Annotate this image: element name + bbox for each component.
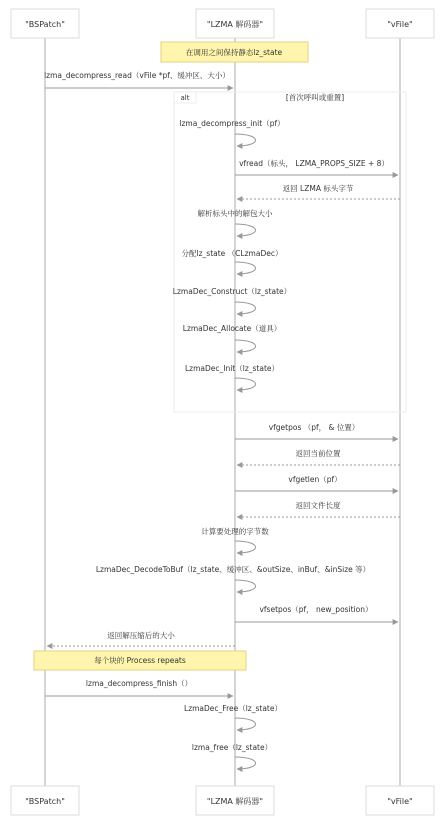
message-label: 返回文件长度 (295, 501, 341, 510)
message-label: LzmaDec_Init（lz_state） (184, 364, 280, 373)
message-label: lzma_decompress_read（vFile *pf、缓冲区、大小） (44, 71, 230, 80)
self-message-arrow (235, 224, 256, 236)
message-label: 分配lz_state （CLzmaDec） (181, 249, 283, 258)
self-message-arrow (235, 580, 256, 592)
participant-vfile-top (366, 9, 434, 38)
message-label: LzmaDec_Free（lz_state） (184, 704, 282, 713)
note-text: 在调用之间保持静态lz_state (185, 48, 283, 57)
participant-label: "BSPatch" (25, 20, 65, 29)
message-label: 返回解压缩后的大小 (107, 631, 175, 640)
message-label: vfgetlen（pf） (288, 475, 342, 484)
self-message-arrow (235, 262, 256, 274)
message-label: LzmaDec_DecodeToBuf（lz_state、缓冲区、&outSize、inBuf、&inSize 等） (95, 565, 371, 574)
message-label: lzma_decompress_finish（） (85, 679, 193, 688)
message-label: 返回当前位置 (295, 449, 341, 458)
message-label: LzmaDec_Allocate（道具） (182, 324, 282, 333)
self-message-arrow (235, 757, 256, 769)
message-label: lzma_free（lz_state） (191, 743, 273, 752)
self-message-arrow (235, 718, 256, 730)
message-label: 计算要处理的字节数 (201, 527, 269, 536)
self-message-arrow (235, 340, 256, 352)
participant-label: "vFile" (387, 797, 413, 806)
participant-label: "BSPatch" (25, 797, 65, 806)
participant-label: "vFile" (387, 20, 413, 29)
participant-lzma-bottom (196, 786, 274, 815)
message-label: lzma_decompress_init（pf） (179, 119, 285, 128)
self-message-arrow (235, 302, 256, 314)
participant-bspatch-bottom (11, 786, 79, 815)
participant-lzma-top (196, 9, 274, 38)
message-label: 解析标头中的解包大小 (197, 209, 273, 218)
note-static-state (161, 42, 308, 62)
participant-vfile-bottom (366, 786, 434, 815)
alt-condition: [首次呼叫或重置] (285, 93, 345, 102)
message-label: 返回 LZMA 标头字节 (282, 184, 354, 193)
participant-label: "LZMA 解码器" (206, 797, 264, 806)
alt-keyword: alt (180, 94, 190, 102)
note-text: 每个块的 Process repeats (94, 656, 186, 665)
message-label: vfread（标头， LZMA_PROPS_SIZE + 8） (239, 159, 389, 168)
participant-bspatch-top (11, 9, 79, 38)
self-message-arrow (235, 134, 256, 146)
participant-label: "LZMA 解码器" (206, 20, 264, 29)
message-label: vfsetpos（pf， new_position） (259, 605, 373, 614)
note-process-repeats (34, 651, 246, 670)
self-message-arrow (235, 541, 256, 553)
message-label: LzmaDec_Construct（lz_state） (172, 287, 292, 296)
self-message-arrow (235, 378, 256, 390)
message-label: vfgetpos （pf， & 位置） (268, 423, 360, 432)
